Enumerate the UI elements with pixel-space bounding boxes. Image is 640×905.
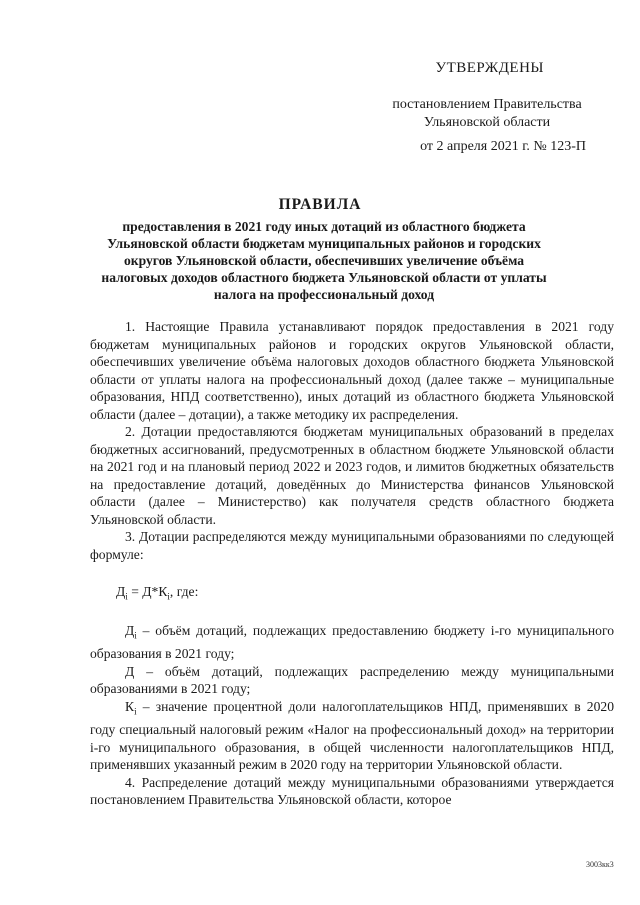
approved-heading: УТВЕРЖДЕНЫ [435,60,544,76]
document-subtitle: предоставления в 2021 году иных дотаций из областного бюджета Ульяновской области бюджетам муниципальных районов и городских округов Ульяновской области, обеспечивших увеличение объёма налоговых доходов областного бюджета Ульяновской области от уплаты налога на профессиональный доход [101,219,547,302]
footer-code: 3003кк3 [586,860,614,869]
paragraph-1: 1. Настоящие Правила устанавливают порядок предоставления в 2021 году бюджетам муниципальных районов и городских округов Ульяновской области, обеспечивших увеличение объёма налоговых доходов областного бюджета Ульяновской области от уплаты налога на профессиональный доход (далее также – муниципальные образования, НПД соответственно), иных дотаций из областного бюджета Ульяновской области (далее – дотации), а также методику их распределения. [90,319,614,422]
decree-date: от 2 апреля 2021 г. № 123-П [420,139,586,154]
formula: $Д_i = Д*К_i$, где: [116,584,199,602]
definition-ki: $К_i$ – значение процентной доли налогоплательщиков НПД, применявших в 2020 году специальный налоговый режим «Налог на профессиональный доход» на территории i-го муниципального образования, в общей численности налогоплательщиков НПД, применявших указанный режим в 2020 году на территории Ульяновской области. [90,698,614,773]
document-title: ПРАВИЛА [278,196,362,213]
definition-di: $Д_i$ – объём дотаций, подлежащих предоставлению бюджету i-го муниципального образования в 2021 году; [90,623,614,662]
decree-reference [372,96,602,132]
paragraph-2: 2. Дотации предоставляются бюджетам муниципальных образований в пределах бюджетных ассигнований, предусмотренных в областном бюджете Ульяновской области на 2021 год и на плановый период 2022 и 2023 годов, и лимитов бюджетных обязательств на предоставление дотаций, доведённых до Министерства финансов Ульяновской области (далее – Министерство) как получателя средств областного бюджета Ульяновской области. [90,424,614,527]
definition-d: Д – объём дотаций, подлежащих распределению между муниципальными образованиями в 2021 году; [90,663,614,697]
paragraph-3: 3. Дотации распределяются между муниципальными образованиями по следующей формуле: [90,529,614,562]
decree-line-1: постановлением Правительства [392,97,582,112]
paragraph-4: 4. Распределение дотаций между муниципальными образованиями утверждается постановлением Правительства Ульяновской области, которое [90,774,614,808]
decree-line-2: Ульяновской области [423,115,551,130]
document-body [90,318,614,809]
